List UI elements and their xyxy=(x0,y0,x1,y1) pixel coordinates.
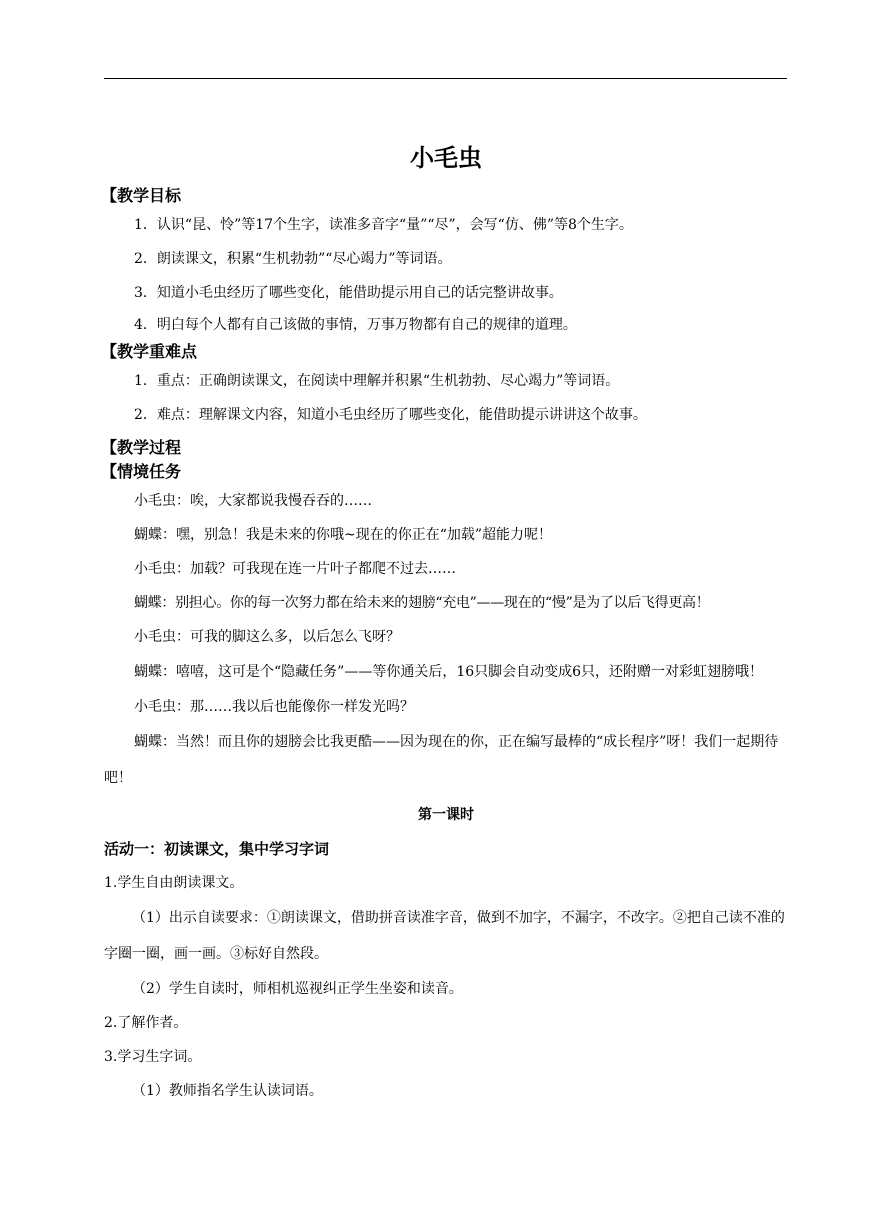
dialogue-line: 小毛虫：那……我以后也能像你一样发光吗？ xyxy=(134,699,414,715)
dialogue-line: 小毛虫：唉，大家都说我慢吞吞的…… xyxy=(134,493,372,509)
step-item: 1.学生自由朗读课文。 xyxy=(104,875,244,891)
section-heading-scenario: 【情境任务 xyxy=(101,462,182,481)
section-heading-process: 【教学过程 xyxy=(101,438,182,457)
document-title: 小毛虫 xyxy=(410,144,482,172)
step-item: （2）学生自读时，师相机巡视纠正学生坐姿和读音。 xyxy=(132,981,463,997)
activity-heading: 活动一：初读课文，集中学习字词 xyxy=(104,840,330,858)
section-heading-key-points: 【教学重难点 xyxy=(101,342,198,361)
header-rule xyxy=(104,78,787,79)
goal-item: 3．知道小毛虫经历了哪些变化，能借助提示用自己的话完整讲故事。 xyxy=(134,285,563,301)
step-item: （1）出示自读要求：①朗读课文，借助拼音读准字音，做到不加字，不漏字，不改字。②把自己读不准的字圈一圈，画一画。③标好自然段。 xyxy=(104,910,785,962)
key-point-item: 2．难点：理解课文内容，知道小毛虫经历了哪些变化，能借助提示讲讲这个故事。 xyxy=(134,407,647,423)
dialogue-line: 小毛虫：加载？可我现在连一片叶子都爬不过去…… xyxy=(134,561,456,577)
step-item: 3.学习生字词。 xyxy=(104,1049,202,1065)
step-item: （1）教师指名学生认读词语。 xyxy=(132,1083,323,1099)
goal-item: 2．朗读课文，积累“生机勃勃”“尽心竭力”等词语。 xyxy=(134,251,452,267)
dialogue-line: 蝴蝶：嘻嘻，这可是个“隐藏任务”——等你通关后，16只脚会自动变成6只，还附赠一对彩虹翅膀哦！ xyxy=(134,664,764,680)
dialogue-line: 蝴蝶：别担心。你的每一次努力都在给未来的翅膀“充电”——现在的“慢”是为了以后飞得更高！ xyxy=(134,595,710,611)
step-item: 2.了解作者。 xyxy=(104,1015,188,1031)
section-heading-goals: 【教学目标 xyxy=(101,186,182,205)
document-body xyxy=(101,140,788,1108)
dialogue-line: 蝴蝶：嘿，别急！我是未来的你哦~现在的你正在“加载”超能力呢！ xyxy=(134,527,553,543)
dialogue-line: 蝴蝶：当然！而且你的翅膀会比我更酷——因为现在的你，正在编写最棒的“成长程序”呀！我们一起期待吧！ xyxy=(104,734,779,786)
goal-item: 1．认识“昆、怜”等17个生字，读准多音字“量”“尽”，会写“仿、佛”等8个生字。 xyxy=(134,217,633,233)
key-point-item: 1．重点：正确朗读课文，在阅读中理解并积累“生机勃勃、尽心竭力”等词语。 xyxy=(134,373,620,389)
goal-item: 4．明白每个人都有自己该做的事情，万事万物都有自己的规律的道理。 xyxy=(134,317,577,333)
dialogue-line: 小毛虫：可我的脚这么多，以后怎么飞呀？ xyxy=(134,629,400,645)
lesson-title: 第一课时 xyxy=(418,807,474,823)
